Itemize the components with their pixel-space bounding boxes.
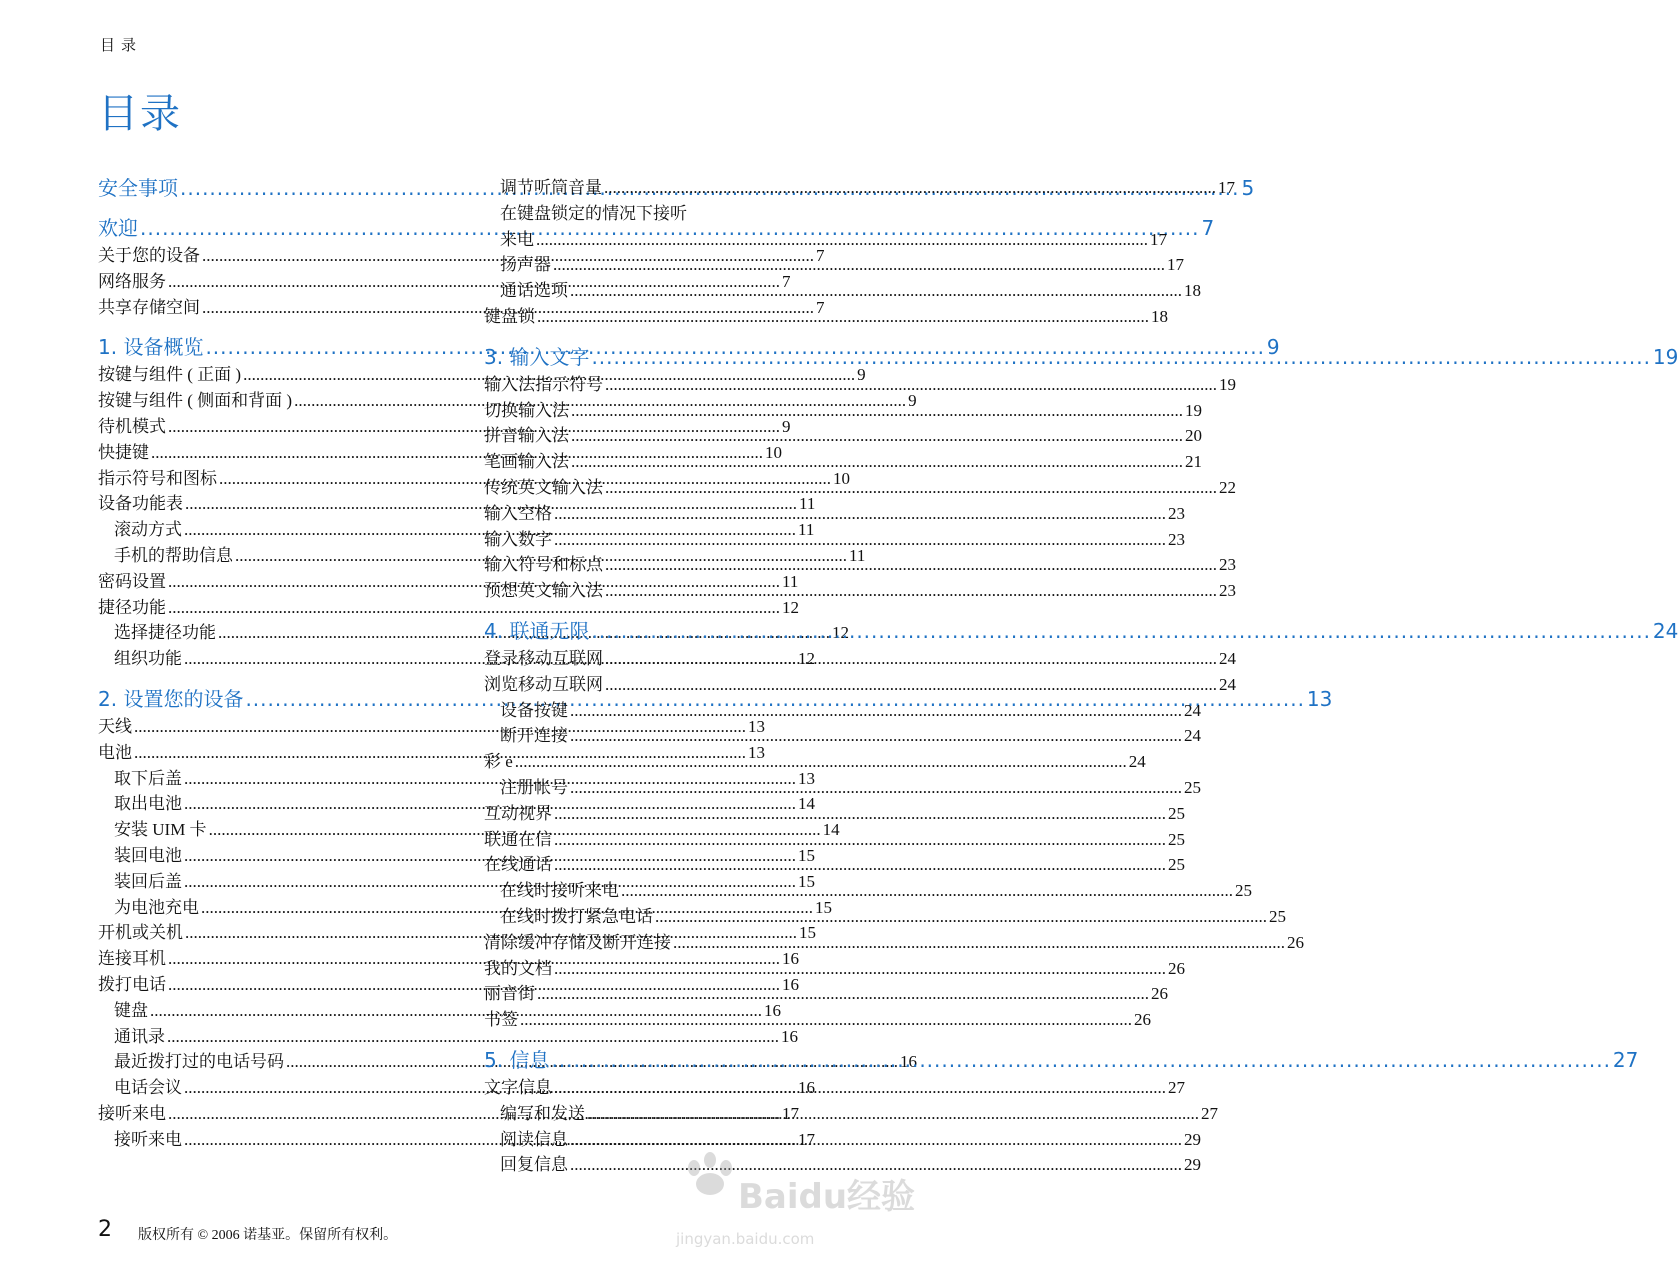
- toc-entry-title: 接听来电: [114, 1129, 182, 1149]
- toc-entry-title: 共享存储空间: [98, 297, 200, 317]
- page-title: 目录: [98, 91, 182, 137]
- toc-dot-leader: [591, 618, 1650, 644]
- toc-entry-title: 回复信息: [500, 1155, 568, 1175]
- toc-entry-title: 4. 联通无限: [484, 618, 590, 643]
- toc-page-number: 19: [1652, 344, 1678, 369]
- toc-page-number: 25: [1235, 881, 1252, 901]
- toc-page-number: 16: [781, 1026, 798, 1046]
- toc-page-number: 25: [1168, 855, 1185, 875]
- toc-page-number: 13: [1306, 686, 1333, 711]
- toc-entry-title: 书签: [484, 1010, 518, 1030]
- toc-page-number: 9: [908, 391, 917, 411]
- toc-entry-title: 输入符号和标点: [484, 555, 603, 575]
- toc-entry-title: 通话选项: [500, 281, 568, 301]
- toc-section-entry[interactable]: [484, 646, 1236, 672]
- toc-page-number: 13: [798, 768, 815, 788]
- toc-page-number: 19: [1185, 400, 1202, 420]
- toc-entry-title: 手机的帮助信息: [114, 545, 233, 565]
- toc-entry-title: 3. 输入文字: [484, 344, 590, 369]
- toc-entry-title: 丽音街: [484, 984, 535, 1004]
- toc-page-number: 18: [1151, 306, 1168, 326]
- toc-dot-leader: [591, 344, 1650, 370]
- toc-entry-title: 在线通话: [484, 855, 552, 875]
- toc-subsection-entry[interactable]: [484, 1152, 1201, 1178]
- toc-dot-leader: [536, 227, 1148, 253]
- toc-page-number: 16: [900, 1052, 917, 1072]
- toc-dot-leader: [605, 552, 1217, 578]
- toc-page-number: 11: [798, 520, 815, 540]
- toc-entry-title: 拼音输入法: [484, 426, 569, 446]
- toc-page-number: 13: [748, 716, 765, 736]
- toc-entry-title: 安全事项: [98, 176, 178, 200]
- toc-entry-title: 编写和发送: [500, 1103, 585, 1123]
- toc-dot-leader: [570, 723, 1182, 749]
- toc-entry-title: 欢迎: [98, 216, 138, 240]
- toc-dot-leader: [673, 930, 1285, 956]
- toc-section-entry[interactable]: [484, 304, 1168, 330]
- running-head: 目录: [100, 36, 143, 54]
- toc-dot-leader: [605, 646, 1217, 672]
- toc-subsection-entry[interactable]: [484, 698, 1201, 724]
- toc-entry-title: 预想英文输入法: [484, 581, 603, 601]
- toc-entry-title: 键盘: [114, 1000, 148, 1020]
- toc-page-number: 12: [782, 597, 799, 617]
- toc-page-number: 10: [765, 442, 782, 462]
- toc-page-number: 17: [782, 1103, 799, 1123]
- toc-entry-title: 取出电池: [114, 794, 182, 814]
- copyright-notice: 版权所有 © 2006 诺基亚。保留所有权利。: [138, 1228, 398, 1243]
- toc-page-number: 12: [832, 623, 849, 643]
- toc-dot-leader: [520, 1007, 1132, 1033]
- toc-dot-leader: [655, 904, 1267, 930]
- toc-entry-title: 扬声器: [500, 255, 551, 275]
- toc-dot-leader: [571, 423, 1183, 449]
- toc-section-entry[interactable]: [484, 1007, 1151, 1033]
- toc-entry-title: 选择捷径功能: [114, 623, 216, 643]
- toc-dot-leader: [554, 827, 1166, 853]
- toc-dot-leader: [537, 304, 1149, 330]
- toc-dot-leader: [553, 252, 1165, 278]
- toc-entry-title: 输入空格: [484, 503, 552, 523]
- toc-page-number: 14: [822, 820, 840, 840]
- toc-entry-title: 浏览移动互联网: [484, 674, 603, 694]
- toc-entry-title: 调节听筒音量: [500, 178, 602, 197]
- toc-entry-title: 捷径功能: [98, 597, 166, 617]
- toc-page-number: 7: [816, 297, 825, 317]
- toc-entry-title: 在线时接听来电: [500, 881, 619, 901]
- toc-dot-leader: [605, 372, 1217, 398]
- toc-section-entry[interactable]: [484, 423, 1202, 449]
- toc-page-number: 24: [1128, 752, 1146, 772]
- toc-dot-leader: [621, 878, 1233, 904]
- toc-entry-title: 装回后盖: [114, 871, 182, 891]
- toc-entry-title: 断开连接: [500, 726, 568, 746]
- toc-subsection-entry[interactable]: [484, 201, 809, 227]
- toc-page-number: 23: [1168, 529, 1185, 549]
- toc-page-number: 12: [798, 649, 815, 669]
- toc-subsection-entry[interactable]: [484, 1127, 1201, 1153]
- toc-entry-title: 关于您的设备: [98, 246, 200, 265]
- toc-dot-leader: [605, 578, 1217, 604]
- toc-entry-title: 来电: [500, 229, 534, 249]
- toc-entry-title: 为电池充电: [114, 897, 199, 917]
- page-number: 2: [98, 1217, 112, 1242]
- toc-subsection-entry[interactable]: [484, 278, 1201, 304]
- toc-page-number: 19: [1219, 374, 1236, 394]
- toc-entry-title: 快捷键: [98, 442, 149, 462]
- toc-page-number: 29: [1184, 1155, 1201, 1175]
- toc-entry-title: 取下后盖: [114, 768, 182, 788]
- toc-dot-leader: [554, 1075, 1166, 1101]
- toc-dot-leader: [554, 956, 1166, 982]
- toc-dot-leader: [554, 852, 1166, 878]
- toc-entry-title: 笔画输入法: [484, 452, 569, 472]
- toc-page-number: 7: [782, 271, 791, 291]
- toc-page-number: 23: [1168, 503, 1185, 523]
- toc-entry-title: 按键与组件 ( 正面 ): [98, 365, 242, 385]
- toc-page-number: 11: [782, 571, 799, 591]
- toc-entry-title: 切换输入法: [484, 400, 569, 420]
- toc-page-number: 9: [857, 365, 866, 385]
- toc-page-number: 25: [1269, 906, 1286, 926]
- toc-page-number: 17: [798, 1129, 815, 1149]
- toc-page-number: 16: [782, 974, 799, 994]
- watermark-logo-text: Baidu经验: [738, 1177, 916, 1217]
- toc-entry-title: 输入数字: [484, 529, 552, 549]
- toc-page-number: 21: [1185, 452, 1202, 472]
- toc-entry-title: 清除缓冲存储及断开连接: [484, 932, 671, 952]
- toc-page-number: 13: [748, 742, 765, 762]
- toc-subsection-entry[interactable]: [98, 1024, 798, 1050]
- toc-dot-leader: [605, 475, 1217, 501]
- toc-page-number: 9: [782, 416, 791, 436]
- toc-page-number: 16: [764, 1000, 781, 1020]
- toc-dot-leader: [515, 749, 1127, 775]
- toc-page-number: 26: [1287, 932, 1304, 952]
- toc-page-number: 7: [816, 246, 825, 265]
- toc-entry-title: 指示符号和图标: [98, 468, 217, 488]
- toc-dot-leader: [537, 981, 1149, 1007]
- toc-page-number: 24: [1652, 618, 1678, 643]
- toc-page-number: 16: [798, 1078, 815, 1098]
- toc-entry-title: 电话会议: [114, 1078, 182, 1098]
- toc-dot-leader: [571, 449, 1183, 475]
- toc-entry-title: 按键与组件 ( 侧面和背面 ): [98, 391, 293, 411]
- toc-entry-title: 天线: [98, 716, 132, 736]
- toc-page-number: 15: [798, 871, 815, 891]
- toc-entry-title: 通讯录: [114, 1026, 165, 1046]
- watermark-url: jingyan.baidu.com: [676, 1230, 815, 1248]
- toc-page-number: 27: [1168, 1077, 1185, 1097]
- toc-dot-leader: [570, 775, 1182, 801]
- toc-entry-title: 设备功能表: [98, 494, 183, 514]
- toc-entry-title: 滚动方式: [114, 520, 182, 540]
- toc-section-entry[interactable]: [484, 372, 1236, 398]
- toc-dot-leader: [570, 698, 1182, 724]
- toc-section-entry[interactable]: [484, 749, 1146, 775]
- toc-page-number: 15: [815, 897, 832, 917]
- toc-entry-title: 开机或关机: [98, 923, 183, 943]
- toc-entry-title: 在线时拨打紧急电话: [500, 906, 653, 926]
- toc-dot-leader: [570, 278, 1182, 304]
- toc-page-number: 29: [1184, 1129, 1201, 1149]
- toc-entry-title: 装回电池: [114, 845, 182, 865]
- toc-entry-title: 彩 e: [484, 752, 513, 772]
- toc-page-number: 25: [1184, 777, 1201, 797]
- toc-page-number: 24: [1184, 726, 1201, 746]
- toc-entry-title: 在键盘锁定的情况下接听: [500, 203, 687, 223]
- toc-entry-title: 最近拨打过的电话号码: [114, 1052, 284, 1072]
- toc-page-number: 26: [1168, 958, 1185, 978]
- toc-entry-title: 联通在信: [484, 829, 552, 849]
- toc-entry-title: 密码设置: [98, 571, 166, 591]
- toc-page-number: 17: [1150, 229, 1167, 249]
- toc-entry-title: 阅读信息: [500, 1129, 568, 1149]
- toc-page-number: 11: [799, 494, 816, 514]
- toc-page-number: 14: [798, 794, 815, 814]
- toc-section-entry[interactable]: [98, 595, 799, 621]
- toc-section-entry[interactable]: [484, 981, 1168, 1007]
- toc-entry-title: 键盘锁: [484, 306, 535, 326]
- toc-dot-leader: [604, 175, 1216, 201]
- toc-entry-title: 1. 设备概览: [98, 335, 204, 360]
- toc-dot-leader: [554, 801, 1166, 827]
- toc-page-number: 17: [1218, 178, 1235, 197]
- toc-section-entry[interactable]: [484, 578, 1236, 604]
- toc-page-number: 10: [833, 468, 850, 488]
- toc-page-number: 23: [1219, 555, 1236, 575]
- toc-page-number: 24: [1219, 674, 1236, 694]
- toc-page-number: 20: [1185, 426, 1202, 446]
- toc-page-number: 27: [1201, 1103, 1218, 1123]
- toc-entry-title: 接听来电: [98, 1103, 166, 1123]
- toc-dot-leader: [570, 1127, 1182, 1153]
- toc-entry-title: 拨打电话: [98, 974, 166, 994]
- toc-subsection-entry[interactable]: [484, 252, 1184, 278]
- toc-subsection-entry[interactable]: [484, 1101, 1218, 1127]
- toc-section-entry[interactable]: [484, 956, 1185, 982]
- toc-dot-leader: [551, 1047, 1610, 1073]
- toc-page-number: 17: [1167, 255, 1184, 275]
- toc-entry-title: 组织功能: [114, 649, 182, 669]
- toc-dot-leader: [571, 398, 1183, 424]
- toc-dot-leader: [587, 1101, 1199, 1127]
- toc-page-number: 24: [1219, 648, 1236, 668]
- toc-entry-title: 传统英文输入法: [484, 477, 603, 497]
- toc-entry-title: 互动视界: [484, 803, 552, 823]
- toc-entry-title: 连接耳机: [98, 949, 166, 969]
- toc-dot-leader: [570, 1152, 1182, 1178]
- toc-entry-title: 网络服务: [98, 271, 166, 291]
- toc-entry-title: 输入法指示符号: [484, 374, 603, 394]
- toc-chapter-entry[interactable]: [484, 344, 1678, 370]
- toc-dot-leader: [554, 501, 1166, 527]
- toc-page-number: 27: [1612, 1047, 1639, 1072]
- toc-entry-title: 电池: [98, 742, 132, 762]
- toc-page-number: 25: [1168, 803, 1185, 823]
- toc-page-number: 25: [1168, 829, 1185, 849]
- toc-page-number: 5: [1241, 176, 1255, 200]
- toc-entry-title: 安装 UIM 卡: [114, 820, 207, 840]
- toc-page-number: 11: [849, 545, 866, 565]
- toc-entry-title: 文字信息: [484, 1077, 552, 1097]
- toc-page-number: 26: [1134, 1010, 1151, 1030]
- toc-page-number: 18: [1184, 281, 1201, 301]
- toc-page-number: 24: [1184, 700, 1201, 720]
- toc-entry-title: 2. 设置您的设备: [98, 686, 244, 711]
- toc-section-entry[interactable]: [484, 449, 1202, 475]
- toc-entry-title: 设备按键: [500, 700, 568, 720]
- toc-entry-title: 登录移动互联网: [484, 648, 603, 668]
- toc-page-number: 7: [1201, 216, 1215, 240]
- toc-page-number: 15: [799, 923, 816, 943]
- toc-entry-title: 5. 信息: [484, 1047, 550, 1072]
- toc-page-number: 26: [1151, 984, 1168, 1004]
- toc-subsection-entry[interactable]: [484, 227, 1167, 253]
- toc-section-entry[interactable]: [484, 1075, 1185, 1101]
- toc-section-entry[interactable]: [484, 398, 1202, 424]
- toc-page-number: 22: [1219, 477, 1236, 497]
- toc-entry-title: 待机模式: [98, 416, 166, 436]
- toc-subsection-entry[interactable]: [484, 723, 1201, 749]
- toc-dot-leader: [554, 527, 1166, 553]
- toc-page-number: 9: [1266, 335, 1280, 360]
- toc-page-number: 15: [798, 845, 815, 865]
- toc-section-entry[interactable]: [484, 672, 1236, 698]
- toc-entry-title: 我的文档: [484, 958, 552, 978]
- toc-dot-leader: [605, 672, 1217, 698]
- toc-subsection-entry[interactable]: [484, 175, 1235, 201]
- toc-page-number: 16: [782, 949, 799, 969]
- toc-page-number: 23: [1219, 581, 1236, 601]
- toc-entry-title: 注册帐号: [500, 777, 568, 797]
